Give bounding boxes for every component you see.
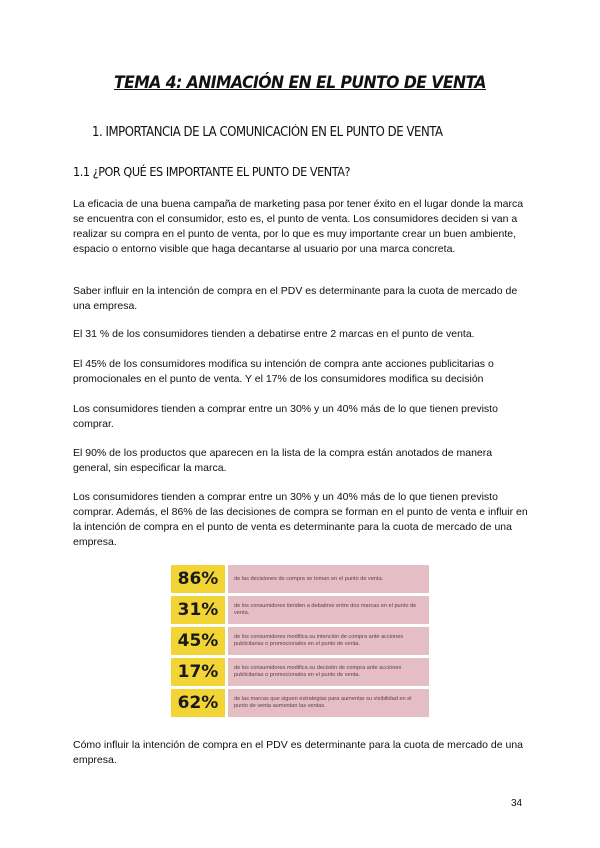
- stat-row: [171, 689, 429, 717]
- stat-description: de los consumidores modifica su intención de compra ante acciones publicitarias o promocionales en el punto de venta.: [228, 627, 429, 655]
- page-number: 34: [511, 798, 523, 809]
- paragraph: El 45% de los consumidores modifica su intención de compra ante acciones publicitarias o promocionales en el punto de venta. Y el 17% de los consumidores modifica su decisión: [73, 358, 494, 385]
- stat-value: 17%: [171, 658, 225, 686]
- stat-value: 62%: [171, 689, 225, 717]
- stat-row: [171, 565, 429, 593]
- paragraph: El 90% de los productos que aparecen en la lista de la compra están anotados de manera general, sin especificar la marca.: [73, 447, 493, 474]
- paragraph: La eficacia de una buena campaña de marketing pasa por tener éxito en el lugar donde la marca se encuentra con el consumidor, esto es, el punto de venta. Los consumidores deciden si van a realizar su compra en el punto de venta, por lo que es muy importante crear un buen ambiente, espacio o entorno visible que haga decantarse al usuario por una marca concreta.: [73, 198, 524, 255]
- stat-row: [171, 627, 429, 655]
- stat-value: 45%: [171, 627, 225, 655]
- stat-description: de los consumidores modifica su decisión de compra ante acciones publicitarias o promocionales en el punto de venta.: [228, 658, 429, 686]
- closing-paragraph: Cómo influir la intención de compra en el PDV es determinante para la cuota de mercado de una empresa.: [73, 739, 524, 766]
- stat-row: [171, 658, 429, 686]
- stat-description: de las marcas que siguen estrategias para aumentar su visibilidad en el punto de venta aumentan las ventas.: [228, 689, 429, 717]
- stat-description: de las decisiones de compra se toman en el punto de venta.: [228, 565, 429, 593]
- stat-value: 31%: [171, 596, 225, 624]
- section-heading: 1. IMPORTANCIA DE LA COMUNICACIÓN EN EL PUNTO DE VENTA: [92, 125, 443, 140]
- stat-description: de los consumidores tienden a debatirse entre dos marcas en el punto de venta.: [228, 596, 429, 624]
- subsection-heading: 1.1 ¿POR QUÉ ES IMPORTANTE EL PUNTO DE VENTA?: [73, 164, 351, 179]
- stat-row: [171, 596, 429, 624]
- paragraph: Los consumidores tienden a comprar entre un 30% y un 40% más de lo que tienen previsto comprar.: [73, 403, 498, 430]
- paragraph: El 31 % de los consumidores tienden a debatirse entre 2 marcas en el punto de venta.: [73, 328, 475, 340]
- stat-value: 86%: [171, 565, 225, 593]
- page-title: TEMA 4: ANIMACIÓN EN EL PUNTO DE VENTA: [114, 73, 486, 93]
- paragraph: Saber influir en la intención de compra en el PDV es determinante para la cuota de mercado de una empresa.: [73, 285, 518, 312]
- paragraph: Los consumidores tienden a comprar entre un 30% y un 40% más de lo que tienen previsto comprar. Además, el 86% de las decisiones de compra se forman en el punto de venta e influir en la intención de compra en el punto de venta es determinante para la cuota de mercado de una empresa.: [73, 491, 528, 548]
- statistics-infographic: [171, 565, 429, 720]
